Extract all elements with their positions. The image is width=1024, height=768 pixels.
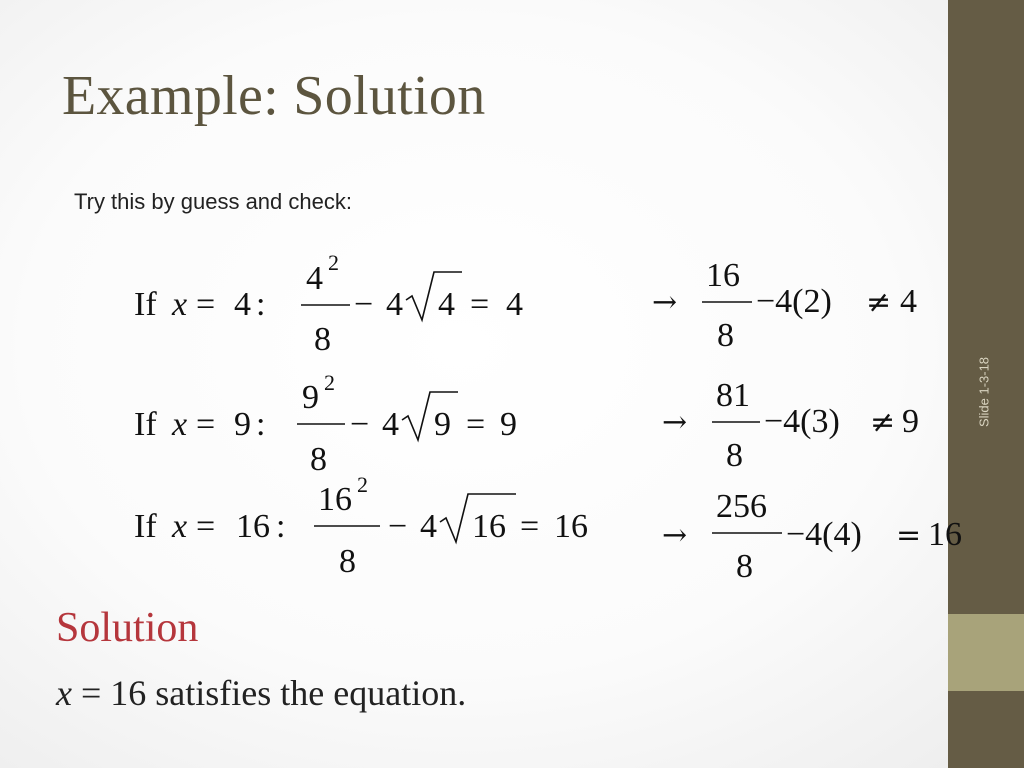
coefficient: 4 (420, 508, 437, 545)
fraction-exponent: 2 (357, 472, 368, 497)
result-value: 16 (554, 508, 588, 545)
solution-statement (56, 672, 466, 714)
result-value: 9 (500, 406, 517, 443)
colon: : (256, 406, 266, 443)
fraction-exponent: 2 (328, 250, 339, 275)
check-relation: ≠ (870, 405, 896, 440)
if-label: If (134, 406, 157, 443)
equals-sign: = (196, 508, 216, 545)
solution-text: satisfies the equation. (155, 673, 467, 713)
coefficient: 4 (382, 406, 399, 443)
minus-sign: − (354, 286, 374, 323)
equals-sign: = (196, 406, 216, 443)
result-equals: = (466, 406, 486, 443)
solution-value: 16 (110, 673, 147, 713)
if-label: If (134, 508, 157, 545)
check-subtraction: −4(2) (756, 283, 832, 320)
result-equals: = (520, 508, 540, 545)
check-result: 9 (902, 403, 919, 440)
radicand: 9 (434, 406, 451, 443)
x-value: 16 (236, 508, 270, 545)
coefficient: 4 (386, 286, 403, 323)
check-result: 4 (900, 283, 917, 320)
x-value: 4 (234, 286, 251, 323)
fraction-exponent: 2 (324, 370, 335, 395)
radicand: 4 (438, 286, 455, 323)
solution-variable: x (56, 673, 72, 713)
fraction-denominator: 8 (339, 543, 356, 580)
minus-sign: − (388, 508, 408, 545)
fraction-base: 9 (302, 379, 319, 416)
check-denominator: 8 (717, 317, 734, 354)
solution-equals: = (80, 673, 102, 713)
slide-number-text: Slide 1-3-18 (976, 356, 992, 428)
arrow-icon: → (652, 285, 678, 320)
result-value: 4 (506, 286, 523, 323)
check-numerator: 16 (706, 257, 740, 294)
x-value: 9 (234, 406, 251, 443)
fraction-base: 16 (318, 481, 352, 518)
check-denominator: 8 (736, 548, 753, 585)
check-numerator: 81 (716, 377, 750, 414)
arrow-icon: → (662, 405, 688, 440)
check-numerator: 256 (716, 488, 767, 525)
arrow-icon: → (662, 518, 688, 553)
equation-row-2 (134, 370, 919, 478)
fraction-base: 4 (306, 260, 323, 297)
colon: : (256, 286, 266, 323)
variable-x: x (172, 508, 188, 545)
equals-sign: = (196, 286, 216, 323)
equation-row-1 (134, 250, 917, 358)
variable-x: x (172, 406, 188, 443)
minus-sign: − (350, 406, 370, 443)
check-denominator: 8 (726, 437, 743, 474)
variable-x: x (172, 286, 188, 323)
solution-heading: Solution (56, 605, 199, 651)
check-subtraction: −4(3) (764, 403, 840, 440)
equation-row-3 (134, 472, 962, 585)
colon: : (276, 508, 286, 545)
check-result: 16 (928, 516, 962, 553)
fraction-denominator: 8 (310, 441, 327, 478)
radicand: 16 (472, 508, 506, 545)
fraction-denominator: 8 (314, 321, 331, 358)
check-subtraction: −4(4) (786, 516, 862, 553)
if-label: If (134, 286, 157, 323)
slide-title: Example: Solution (62, 65, 486, 127)
result-equals: = (470, 286, 490, 323)
check-relation: ≠ (866, 285, 892, 320)
slide-subtitle: Try this by guess and check: (74, 189, 352, 214)
check-relation: = (896, 518, 922, 553)
